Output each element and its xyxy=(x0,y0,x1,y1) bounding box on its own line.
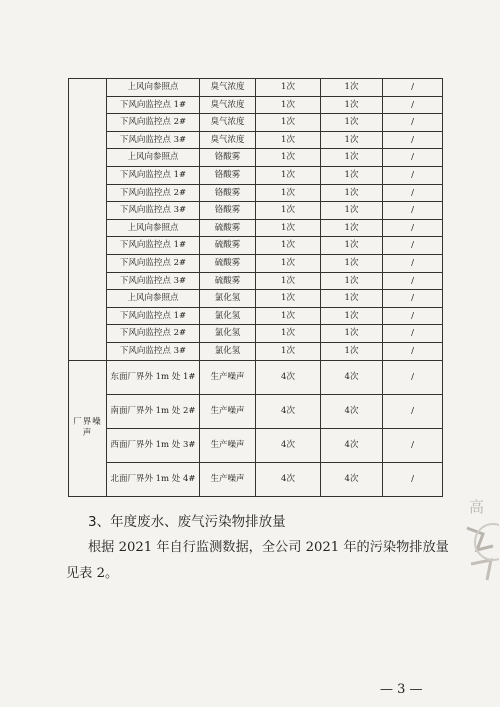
table-row xyxy=(69,166,443,184)
table-row xyxy=(69,307,443,325)
section-paragraph xyxy=(66,535,453,587)
frequency-cell: 1次 xyxy=(321,325,383,343)
monitoring-table xyxy=(68,78,443,497)
table-row xyxy=(69,360,443,394)
pollutant-cell: 硫酸雾 xyxy=(200,219,256,237)
remark-cell: / xyxy=(383,131,443,149)
frequency-cell: 1次 xyxy=(321,307,383,325)
frequency-cell: 1次 xyxy=(321,96,383,114)
frequency-cell: 1次 xyxy=(256,96,321,114)
table-row xyxy=(69,342,443,360)
frequency-cell: 1次 xyxy=(256,272,321,290)
pollutant-cell: 铬酸雾 xyxy=(200,202,256,220)
table-row xyxy=(69,394,443,428)
frequency-cell: 1次 xyxy=(256,79,321,97)
noise-monitoring-rows xyxy=(69,360,443,496)
remark-cell: / xyxy=(383,325,443,343)
pollutant-cell: 生产噪声 xyxy=(200,360,256,394)
table-row xyxy=(69,79,443,97)
pollutant-cell: 氯化氢 xyxy=(200,290,256,308)
frequency-cell: 4次 xyxy=(321,428,383,462)
frequency-cell: 1次 xyxy=(321,272,383,290)
frequency-cell: 1次 xyxy=(256,184,321,202)
frequency-cell: 1次 xyxy=(256,149,321,167)
pollutant-cell: 臭气浓度 xyxy=(200,96,256,114)
table-row xyxy=(69,254,443,272)
remark-cell: / xyxy=(383,149,443,167)
frequency-cell: 1次 xyxy=(321,237,383,255)
frequency-cell: 1次 xyxy=(256,254,321,272)
frequency-cell: 4次 xyxy=(256,394,321,428)
page-number: — 3 — xyxy=(380,682,423,697)
frequency-cell: 4次 xyxy=(256,428,321,462)
svg-text:高: 高 xyxy=(469,498,485,516)
pollutant-cell: 氯化氢 xyxy=(200,342,256,360)
table-row xyxy=(69,428,443,462)
seal-stamp-image xyxy=(463,494,499,590)
section-heading: 3、年度废水、废气污染物排放量 xyxy=(88,514,286,530)
table-row xyxy=(69,272,443,290)
frequency-cell: 1次 xyxy=(256,290,321,308)
frequency-cell: 1次 xyxy=(321,79,383,97)
remark-cell: / xyxy=(383,360,443,394)
pollutant-cell: 铬酸雾 xyxy=(200,184,256,202)
pollutant-cell: 生产噪声 xyxy=(200,428,256,462)
pollutant-cell: 氯化氢 xyxy=(200,325,256,343)
monitoring-point-cell: 下风向监控点 2# xyxy=(107,325,200,343)
monitoring-point-cell: 下风向监控点 3# xyxy=(107,342,200,360)
table-row xyxy=(69,96,443,114)
table-row xyxy=(69,462,443,496)
frequency-cell: 1次 xyxy=(256,307,321,325)
frequency-cell: 1次 xyxy=(256,325,321,343)
pollutant-cell: 臭气浓度 xyxy=(200,79,256,97)
monitoring-point-cell: 下风向监控点 3# xyxy=(107,131,200,149)
frequency-cell: 1次 xyxy=(321,202,383,220)
monitoring-point-cell: 下风向监控点 1# xyxy=(107,166,200,184)
monitoring-point-cell: 东面厂界外 1m 处 1# xyxy=(107,360,200,394)
pollutant-cell: 臭气浓度 xyxy=(200,131,256,149)
remark-cell: / xyxy=(383,79,443,97)
remark-cell: / xyxy=(383,462,443,496)
table-row xyxy=(69,131,443,149)
remark-cell: / xyxy=(383,114,443,132)
remark-cell: / xyxy=(383,219,443,237)
frequency-cell: 1次 xyxy=(256,131,321,149)
paragraph-line-1: 根据 2021 年自行监测数据，全公司 2021 年的污染物排放量 xyxy=(88,540,449,555)
paragraph-line-2: 见表 2。 xyxy=(66,566,119,581)
table-row xyxy=(69,219,443,237)
monitoring-point-cell: 上风向参照点 xyxy=(107,219,200,237)
frequency-cell: 1次 xyxy=(321,131,383,149)
remark-cell: / xyxy=(383,290,443,308)
remark-cell: / xyxy=(383,272,443,290)
frequency-cell: 4次 xyxy=(256,360,321,394)
frequency-cell: 1次 xyxy=(256,237,321,255)
frequency-cell: 1次 xyxy=(256,166,321,184)
frequency-cell: 4次 xyxy=(321,394,383,428)
frequency-cell: 1次 xyxy=(321,219,383,237)
monitoring-point-cell: 南面厂界外 1m 处 2# xyxy=(107,394,200,428)
frequency-cell: 1次 xyxy=(321,166,383,184)
monitoring-point-cell: 上风向参照点 xyxy=(107,149,200,167)
remark-cell: / xyxy=(383,237,443,255)
seal-stamp-fragment xyxy=(463,494,499,590)
pollutant-cell: 生产噪声 xyxy=(200,394,256,428)
pollutant-cell: 臭气浓度 xyxy=(200,114,256,132)
frequency-cell: 1次 xyxy=(256,219,321,237)
monitoring-point-cell: 下风向监控点 3# xyxy=(107,272,200,290)
monitoring-point-cell: 下风向监控点 1# xyxy=(107,237,200,255)
table-row xyxy=(69,114,443,132)
table-row xyxy=(69,149,443,167)
table-row xyxy=(69,290,443,308)
frequency-cell: 1次 xyxy=(321,149,383,167)
monitoring-point-cell: 西面厂界外 1m 处 3# xyxy=(107,428,200,462)
frequency-cell: 1次 xyxy=(256,342,321,360)
monitoring-point-cell: 下风向监控点 3# xyxy=(107,202,200,220)
frequency-cell: 1次 xyxy=(256,114,321,132)
remark-cell: / xyxy=(383,394,443,428)
remark-cell: / xyxy=(383,202,443,220)
monitoring-point-cell: 下风向监控点 1# xyxy=(107,307,200,325)
frequency-cell: 1次 xyxy=(321,184,383,202)
frequency-cell: 4次 xyxy=(256,462,321,496)
frequency-cell: 1次 xyxy=(256,202,321,220)
monitoring-point-cell: 下风向监控点 1# xyxy=(107,96,200,114)
pollutant-cell: 硫酸雾 xyxy=(200,254,256,272)
pollutant-cell: 生产噪声 xyxy=(200,462,256,496)
group-cell-empty xyxy=(69,79,107,361)
air-monitoring-rows xyxy=(69,79,443,361)
pollutant-cell: 硫酸雾 xyxy=(200,272,256,290)
frequency-cell: 4次 xyxy=(321,462,383,496)
pollutant-cell: 铬酸雾 xyxy=(200,166,256,184)
monitoring-point-cell: 上风向参照点 xyxy=(107,79,200,97)
frequency-cell: 1次 xyxy=(321,114,383,132)
monitoring-point-cell: 北面厂界外 1m 处 4# xyxy=(107,462,200,496)
monitoring-point-cell: 下风向监控点 2# xyxy=(107,184,200,202)
remark-cell: / xyxy=(383,184,443,202)
table-row xyxy=(69,202,443,220)
remark-cell: / xyxy=(383,307,443,325)
table-row xyxy=(69,184,443,202)
remark-cell: / xyxy=(383,166,443,184)
pollutant-cell: 硫酸雾 xyxy=(200,237,256,255)
frequency-cell: 4次 xyxy=(321,360,383,394)
frequency-cell: 1次 xyxy=(321,342,383,360)
remark-cell: / xyxy=(383,254,443,272)
group-label-noise: 厂界噪声 xyxy=(69,360,107,496)
monitoring-point-cell: 下风向监控点 2# xyxy=(107,254,200,272)
remark-cell: / xyxy=(383,342,443,360)
frequency-cell: 1次 xyxy=(321,254,383,272)
remark-cell: / xyxy=(383,428,443,462)
monitoring-point-cell: 上风向参照点 xyxy=(107,290,200,308)
pollutant-cell: 氯化氢 xyxy=(200,307,256,325)
pollutant-cell: 铬酸雾 xyxy=(200,149,256,167)
remark-cell: / xyxy=(383,96,443,114)
frequency-cell: 1次 xyxy=(321,290,383,308)
monitoring-point-cell: 下风向监控点 2# xyxy=(107,114,200,132)
table-row xyxy=(69,237,443,255)
table-row xyxy=(69,325,443,343)
